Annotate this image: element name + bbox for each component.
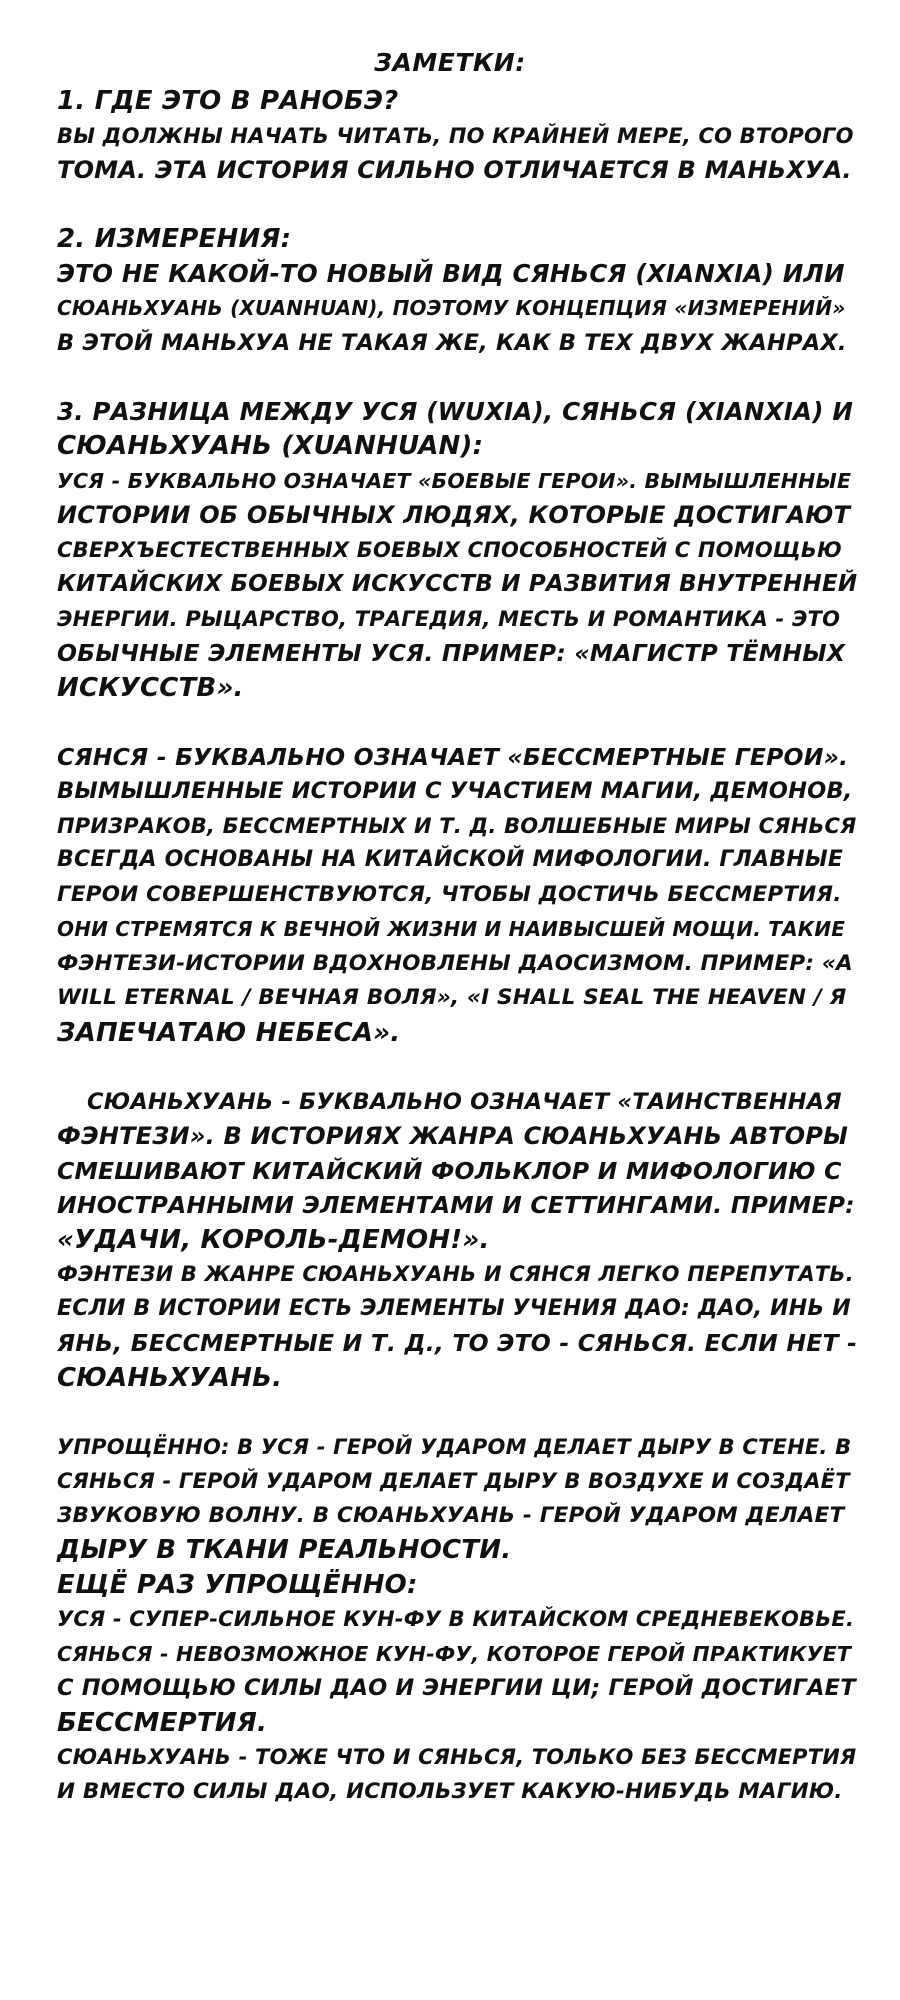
text-line: ФЭНТЕЗИ-ИСТОРИИ ВДОХНОВЛЕНЫ ДАОСИЗМОМ. ПРИМЕР: «A [57, 950, 853, 976]
text-line: ЭНЕРГИИ. РЫЦАРСТВО, ТРАГЕДИЯ, МЕСТЬ И РОМАНТИКА - ЭТО [57, 606, 841, 631]
text-line: ФЭНТЕЗИ В ЖАНРЕ СЮАНЬХУАНЬ И СЯНСЯ ЛЕГКО ПЕРЕПУТАТЬ. [57, 1262, 854, 1286]
text-line: СЮАНЬХУАНЬ - БУКВАЛЬНО ОЗНАЧАЕТ «ТАИНСТВЕННАЯ [87, 1088, 842, 1115]
text-line: СЯНСЯ - БУКВАЛЬНО ОЗНАЧАЕТ «БЕССМЕРТНЫЕ ГЕРОИ». [57, 742, 849, 771]
text-line: СЯНЬСЯ - НЕВОЗМОЖНОЕ КУН-ФУ, КОТОРОЕ ГЕРОЙ ПРАКТИКУЕТ [57, 1641, 852, 1666]
text-line: В ЭТОЙ МАНЬХУА НЕ ТАКАЯ ЖЕ, КАК В ТЕХ ДВУХ ЖАНРАХ. [57, 329, 847, 356]
text-line: ГЕРОИ СОВЕРШЕНСТВУЮТСЯ, ЧТОБЫ ДОСТИЧЬ БЕССМЕРТИЯ. [57, 881, 842, 907]
page-title: ЗАМЕТКИ: [374, 48, 526, 77]
text-line: ПРИЗРАКОВ, БЕССМЕРТНЫХ И Т. Д. ВОЛШЕБНЫЕ МИРЫ СЯНЬСЯ [57, 813, 857, 838]
paragraph-gap [57, 1050, 857, 1085]
text-line: СЮАНЬХУАНЬ. [57, 1362, 283, 1393]
text-line: ЭТО НЕ КАКОЙ-ТО НОВЫЙ ВИД СЯНЬСЯ (XIANXIA) ИЛИ [57, 258, 845, 288]
text-line: ОБЫЧНЫЕ ЭЛЕМЕНТЫ УСЯ. ПРИМЕР: «МАГИСТР ТЁМНЫХ [57, 639, 846, 667]
text-line: ВСЕГДА ОСНОВАНЫ НА КИТАЙСКОЙ МИФОЛОГИИ. ГЛАВНЫЕ [57, 847, 844, 872]
text-line: И ВМЕСТО СИЛЫ ДАО, ИСПОЛЬЗУЕТ КАКУЮ-НИБУДЬ МАГИЮ. [57, 1778, 843, 1804]
text-line: ОНИ СТРЕМЯТСЯ К ВЕЧНОЙ ЖИЗНИ И НАИВЫСШЕЙ МОЩИ. ТАКИЕ [57, 917, 846, 941]
text-line: ЗАПЕЧАТАЮ НЕБЕСА». [57, 1017, 401, 1048]
text-line: ЯНЬ, БЕССМЕРТНЫЕ И Т. Д., ТО ЭТО - СЯНЬСЯ. ЕСЛИ НЕТ - [57, 1329, 858, 1357]
notes-body [57, 84, 857, 1809]
text-line: СЮАНЬХУАНЬ (XUANHUAN): [57, 431, 484, 461]
text-line: ТОМА. ЭТА ИСТОРИЯ СИЛЬНО ОТЛИЧАЕТСЯ В МАНЬХУА. [57, 156, 852, 184]
text-line: СВЕРХЪЕСТЕСТВЕННЫХ БОЕВЫХ СПОСОБНОСТЕЙ С ПОМОЩЬЮ [57, 537, 842, 562]
text-line: ИСКУССТВ». [57, 672, 244, 703]
text-line: ИНОСТРАННЫМИ ЭЛЕМЕНТАМИ И СЕТТИНГАМИ. ПРИМЕР: [57, 1191, 855, 1219]
text-line: WILL ETERNAL / ВЕЧНАЯ ВОЛЯ», «I SHALL SEAL THE HEAVEN / Я [57, 985, 847, 1010]
text-line: 2. ИЗМЕРЕНИЯ: [57, 224, 292, 254]
text-line: СЮАНЬХУАНЬ - ТОЖЕ ЧТО И СЯНЬСЯ, ТОЛЬКО БЕЗ БЕССМЕРТИЯ [57, 1745, 857, 1769]
text-line: 1. ГДЕ ЭТО В РАНОБЭ? [57, 86, 399, 116]
text-line: ЗВУКОВУЮ ВОЛНУ. В СЮАНЬХУАНЬ - ГЕРОЙ УДАРОМ ДЕЛАЕТ [57, 1502, 845, 1528]
paragraph-gap [57, 360, 857, 395]
text-line: ИСТОРИИ ОБ ОБЫЧНЫХ ЛЮДЯХ, КОТОРЫЕ ДОСТИГАЮТ [57, 501, 851, 529]
text-line: С ПОМОЩЬЮ СИЛЫ ДАО И ЭНЕРГИИ ЦИ; ГЕРОЙ ДОСТИГАЕТ [57, 1675, 856, 1701]
paragraph-gap [57, 705, 857, 740]
text-line: УСЯ - БУКВАЛЬНО ОЗНАЧАЕТ «БОЕВЫЕ ГЕРОИ». ВЫМЫШЛЕННЫЕ [57, 468, 852, 493]
text-line: СЯНЬСЯ - ГЕРОЙ УДАРОМ ДЕЛАЕТ ДЫРУ В ВОЗДУХЕ И СОЗДАЁТ [57, 1469, 850, 1493]
text-line: 3. РАЗНИЦА МЕЖДУ УСЯ (WUXIA), СЯНЬСЯ (XIANXIA) И [57, 396, 854, 426]
text-line: ВЫМЫШЛЕННЫЕ ИСТОРИИ С УЧАСТИЕМ МАГИИ, ДЕМОНОВ, [57, 778, 853, 804]
text-line: ЕЩЁ РАЗ УПРОЩЁННО: [57, 1569, 418, 1600]
text-line: УСЯ - СУПЕР-СИЛЬНОЕ КУН-ФУ В КИТАЙСКОМ СРЕДНЕВЕКОВЬЕ. [57, 1607, 855, 1631]
text-line: СЮАНЬХУАНЬ (XUANHUAN), ПОЭТОМУ КОНЦЕПЦИЯ «ИЗМЕРЕНИЙ» [57, 296, 846, 320]
text-line: «УДАЧИ, КОРОЛЬ-ДЕМОН!». [57, 1224, 490, 1255]
text-line: ЕСЛИ В ИСТОРИИ ЕСТЬ ЭЛЕМЕНТЫ УЧЕНИЯ ДАО: ДАО, ИНЬ И [57, 1295, 851, 1321]
paragraph-gap [57, 1395, 857, 1430]
paragraph-gap [57, 188, 857, 223]
text-line: КИТАЙСКИХ БОЕВЫХ ИСКУССТВ И РАЗВИТИЯ ВНУТРЕННЕЙ [57, 571, 858, 597]
text-line: БЕССМЕРТИЯ. [57, 1707, 268, 1738]
text-line: ДЫРУ В ТКАНИ РЕАЛЬНОСТИ. [57, 1535, 512, 1565]
text-line: ФЭНТЕЗИ». В ИСТОРИЯХ ЖАНРА СЮАНЬХУАНЬ АВТОРЫ [57, 1122, 849, 1150]
text-line: УПРОЩЁННО: В УСЯ - ГЕРОЙ УДАРОМ ДЕЛАЕТ ДЫРУ В СТЕНЕ. В [57, 1434, 852, 1459]
text-line: СМЕШИВАЮТ КИТАЙСКИЙ ФОЛЬКЛОР И МИФОЛОГИЮ С [57, 1156, 842, 1185]
text-line: ВЫ ДОЛЖНЫ НАЧАТЬ ЧИТАТЬ, ПО КРАЙНЕЙ МЕРЕ, СО ВТОРОГО [57, 123, 854, 148]
